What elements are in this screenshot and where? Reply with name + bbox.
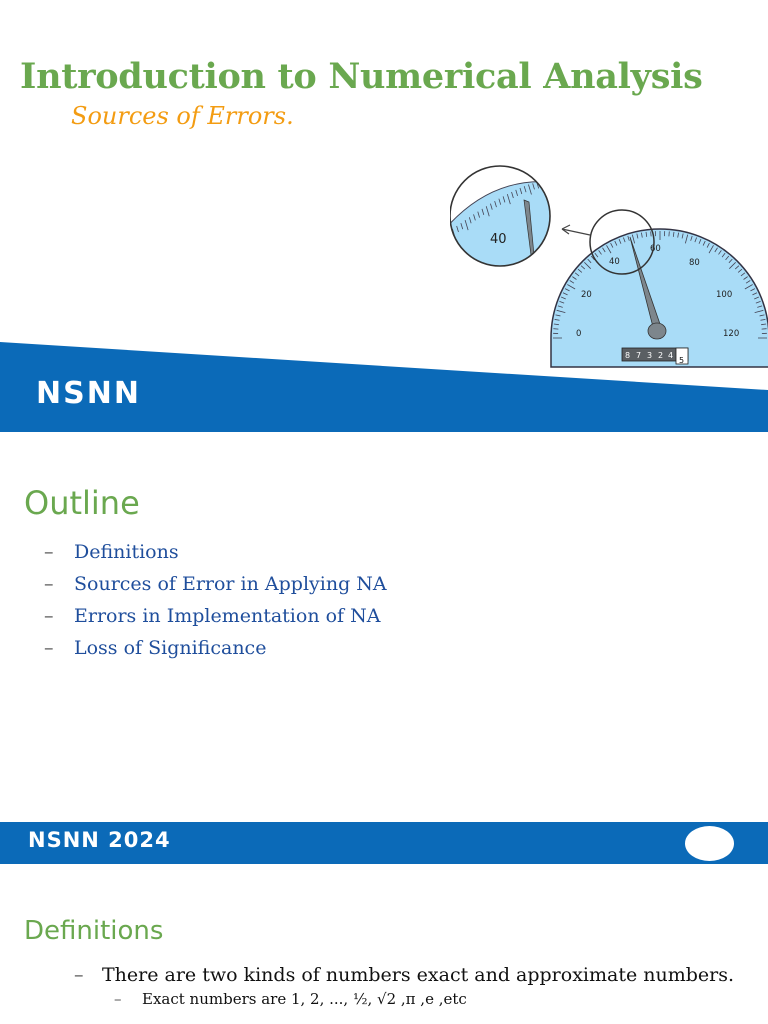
slide-footer xyxy=(0,822,768,864)
outline-item xyxy=(44,600,387,632)
svg-text:3: 3 xyxy=(647,351,653,360)
dial-label-80: 80 xyxy=(689,258,700,268)
bullet-dash: – xyxy=(44,573,54,595)
speedometer-illustration xyxy=(450,155,768,373)
dial-label-60: 60 xyxy=(650,244,661,254)
outline-heading: Outline xyxy=(24,484,140,522)
zoom-tick xyxy=(554,180,556,186)
definitions-heading: Definitions xyxy=(24,916,164,946)
outline-item-label: Sources of Error in Applying NA xyxy=(74,573,387,595)
outline-item xyxy=(44,632,387,664)
slide-definitions xyxy=(0,864,768,1024)
dial-label-100: 100 xyxy=(716,290,733,300)
outline-item-label: Loss of Significance xyxy=(74,637,267,659)
outline-item xyxy=(44,536,387,568)
outline-item-label: Definitions xyxy=(74,541,179,563)
bullet-dash: – xyxy=(114,990,122,1008)
svg-text:4: 4 xyxy=(668,351,674,360)
zoom-tick xyxy=(545,181,547,187)
zoom-tick xyxy=(558,180,560,186)
svg-text:2: 2 xyxy=(658,351,664,360)
bullet-dash: – xyxy=(44,605,54,627)
zoom-label-40: 40 xyxy=(490,232,507,247)
dial-label-20: 20 xyxy=(581,290,592,300)
dial-label-120: 120 xyxy=(723,329,740,339)
svg-text:5: 5 xyxy=(679,356,685,365)
definition-subpoint xyxy=(114,990,467,1008)
brand-logo-text: NSNN xyxy=(36,376,141,411)
definition-point xyxy=(74,964,734,986)
presentation-title: Introduction to Numerical Analysis xyxy=(20,56,703,97)
definition-point-text: There are two kinds of numbers exact and approximate numbers. xyxy=(102,964,735,986)
dial-label-40: 40 xyxy=(609,257,620,267)
slide-title xyxy=(0,0,768,432)
svg-text:7: 7 xyxy=(636,351,642,360)
slide-outline xyxy=(0,432,768,864)
svg-text:8: 8 xyxy=(625,351,631,360)
footer-logo-oval xyxy=(685,826,734,861)
dial-label-0: 0 xyxy=(576,329,582,339)
needle-hub xyxy=(648,323,666,339)
outline-list xyxy=(44,536,387,664)
bullet-dash: – xyxy=(44,637,54,659)
bullet-dash: – xyxy=(44,541,54,563)
outline-item xyxy=(44,568,387,600)
definition-subpoint-text: Exact numbers are 1, 2, ..., ½, √2 ,π ,e ,etc xyxy=(142,990,467,1008)
outline-item-label: Errors in Implementation of NA xyxy=(74,605,381,627)
zoom-tick xyxy=(550,181,553,191)
footer-label: NSNN 2024 xyxy=(28,828,171,852)
presentation-subtitle: Sources of Errors. xyxy=(71,102,294,130)
bullet-dash: – xyxy=(74,964,84,986)
